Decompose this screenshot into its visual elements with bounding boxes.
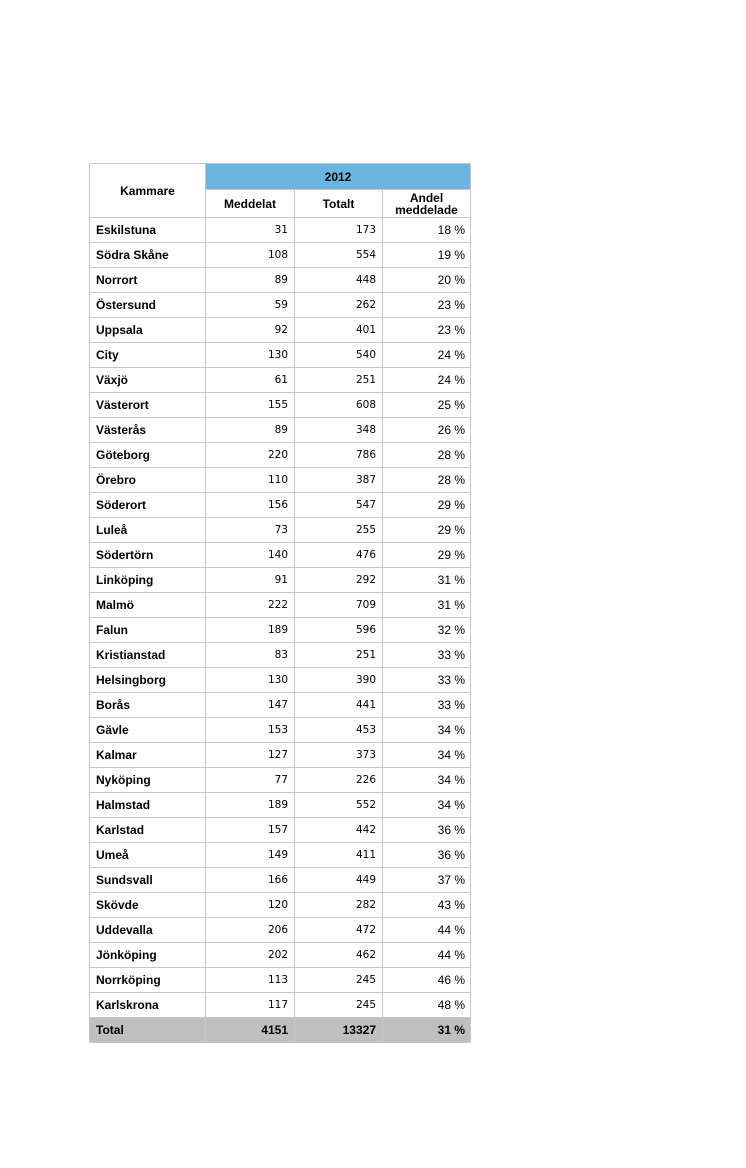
- row-name: Västerort: [90, 393, 206, 418]
- row-totalt: 709: [295, 593, 383, 618]
- row-andel: 20 %: [383, 268, 471, 293]
- row-name: Linköping: [90, 568, 206, 593]
- row-meddelat: 153: [206, 718, 295, 743]
- row-meddelat: 127: [206, 743, 295, 768]
- table-row: [90, 693, 471, 718]
- row-name: Skövde: [90, 893, 206, 918]
- total-meddelat: 4151: [206, 1018, 295, 1043]
- row-meddelat: 140: [206, 543, 295, 568]
- row-totalt: 292: [295, 568, 383, 593]
- row-name: Umeå: [90, 843, 206, 868]
- row-andel: 29 %: [383, 518, 471, 543]
- total-label: Total: [90, 1018, 206, 1043]
- row-totalt: 255: [295, 518, 383, 543]
- table-row: [90, 818, 471, 843]
- table-row: [90, 543, 471, 568]
- row-andel: 26 %: [383, 418, 471, 443]
- row-meddelat: 113: [206, 968, 295, 993]
- row-andel: 28 %: [383, 443, 471, 468]
- row-name: Sundsvall: [90, 868, 206, 893]
- row-andel: 44 %: [383, 918, 471, 943]
- table-row: [90, 918, 471, 943]
- row-name: Helsingborg: [90, 668, 206, 693]
- table-row: [90, 718, 471, 743]
- row-andel: 36 %: [383, 843, 471, 868]
- row-meddelat: 206: [206, 918, 295, 943]
- row-andel: 28 %: [383, 468, 471, 493]
- row-totalt: 173: [295, 218, 383, 243]
- row-totalt: 387: [295, 468, 383, 493]
- row-meddelat: 91: [206, 568, 295, 593]
- row-meddelat: 149: [206, 843, 295, 868]
- table-row: [90, 843, 471, 868]
- table-row: [90, 868, 471, 893]
- total-row: [90, 1018, 471, 1043]
- row-meddelat: 89: [206, 268, 295, 293]
- row-meddelat: 92: [206, 318, 295, 343]
- table-row: [90, 343, 471, 368]
- row-meddelat: 59: [206, 293, 295, 318]
- table-row: [90, 793, 471, 818]
- row-name: Västerås: [90, 418, 206, 443]
- row-name: Luleå: [90, 518, 206, 543]
- row-name: Malmö: [90, 593, 206, 618]
- table-row: [90, 393, 471, 418]
- row-name: Göteborg: [90, 443, 206, 468]
- row-totalt: 540: [295, 343, 383, 368]
- table-row: [90, 993, 471, 1018]
- table-row: [90, 568, 471, 593]
- row-totalt: 596: [295, 618, 383, 643]
- row-name: Söderort: [90, 493, 206, 518]
- row-andel: 23 %: [383, 293, 471, 318]
- row-andel: 43 %: [383, 893, 471, 918]
- table-row: [90, 518, 471, 543]
- kammare-header: Kammare: [90, 164, 206, 218]
- table-row: [90, 968, 471, 993]
- row-totalt: 245: [295, 968, 383, 993]
- row-andel: 48 %: [383, 993, 471, 1018]
- row-andel: 23 %: [383, 318, 471, 343]
- table-row: [90, 893, 471, 918]
- row-meddelat: 222: [206, 593, 295, 618]
- table-row: [90, 593, 471, 618]
- row-andel: 24 %: [383, 343, 471, 368]
- row-name: Karlstad: [90, 818, 206, 843]
- row-meddelat: 83: [206, 643, 295, 668]
- row-name: Uppsala: [90, 318, 206, 343]
- row-name: Nyköping: [90, 768, 206, 793]
- row-andel: 36 %: [383, 818, 471, 843]
- row-andel: 34 %: [383, 743, 471, 768]
- row-meddelat: 77: [206, 768, 295, 793]
- row-andel: 37 %: [383, 868, 471, 893]
- row-andel: 18 %: [383, 218, 471, 243]
- row-name: Eskilstuna: [90, 218, 206, 243]
- row-totalt: 441: [295, 693, 383, 718]
- row-totalt: 786: [295, 443, 383, 468]
- row-name: Östersund: [90, 293, 206, 318]
- row-meddelat: 189: [206, 793, 295, 818]
- row-andel: 33 %: [383, 693, 471, 718]
- total-andel: 31 %: [383, 1018, 471, 1043]
- row-meddelat: 157: [206, 818, 295, 843]
- meddelat-header: Meddelat: [206, 190, 295, 218]
- row-totalt: 251: [295, 368, 383, 393]
- row-meddelat: 61: [206, 368, 295, 393]
- total-totalt: 13327: [295, 1018, 383, 1043]
- row-andel: 29 %: [383, 493, 471, 518]
- row-name: Borås: [90, 693, 206, 718]
- row-andel: 25 %: [383, 393, 471, 418]
- row-andel: 31 %: [383, 593, 471, 618]
- row-andel: 32 %: [383, 618, 471, 643]
- row-totalt: 245: [295, 993, 383, 1018]
- row-name: Södertörn: [90, 543, 206, 568]
- row-andel: 33 %: [383, 668, 471, 693]
- table-row: [90, 618, 471, 643]
- row-name: Karlskrona: [90, 993, 206, 1018]
- row-totalt: 449: [295, 868, 383, 893]
- row-meddelat: 73: [206, 518, 295, 543]
- row-meddelat: 166: [206, 868, 295, 893]
- row-meddelat: 130: [206, 668, 295, 693]
- table-row: [90, 293, 471, 318]
- row-totalt: 262: [295, 293, 383, 318]
- row-name: Jönköping: [90, 943, 206, 968]
- row-totalt: 251: [295, 643, 383, 668]
- row-name: Växjö: [90, 368, 206, 393]
- table-row: [90, 943, 471, 968]
- row-name: City: [90, 343, 206, 368]
- table-row: [90, 743, 471, 768]
- table-body: [90, 218, 471, 1018]
- table-row: [90, 643, 471, 668]
- row-totalt: 282: [295, 893, 383, 918]
- table-row: [90, 268, 471, 293]
- row-totalt: 453: [295, 718, 383, 743]
- row-totalt: 554: [295, 243, 383, 268]
- row-totalt: 552: [295, 793, 383, 818]
- andel-header: Andel meddelade: [383, 190, 471, 218]
- row-totalt: 547: [295, 493, 383, 518]
- totalt-header: Totalt: [295, 190, 383, 218]
- table-row: [90, 768, 471, 793]
- table-row: [90, 418, 471, 443]
- row-name: Gävle: [90, 718, 206, 743]
- row-andel: 19 %: [383, 243, 471, 268]
- row-meddelat: 110: [206, 468, 295, 493]
- row-totalt: 348: [295, 418, 383, 443]
- row-andel: 34 %: [383, 768, 471, 793]
- row-andel: 44 %: [383, 943, 471, 968]
- table-row: [90, 493, 471, 518]
- table-row: [90, 443, 471, 468]
- row-totalt: 476: [295, 543, 383, 568]
- year-header: 2012: [206, 164, 471, 190]
- row-andel: 34 %: [383, 793, 471, 818]
- row-andel: 31 %: [383, 568, 471, 593]
- row-meddelat: 108: [206, 243, 295, 268]
- data-table: [89, 163, 471, 1043]
- row-totalt: 472: [295, 918, 383, 943]
- row-totalt: 442: [295, 818, 383, 843]
- row-name: Kalmar: [90, 743, 206, 768]
- row-meddelat: 120: [206, 893, 295, 918]
- row-meddelat: 155: [206, 393, 295, 418]
- row-meddelat: 130: [206, 343, 295, 368]
- row-meddelat: 31: [206, 218, 295, 243]
- row-totalt: 462: [295, 943, 383, 968]
- row-name: Norrort: [90, 268, 206, 293]
- row-name: Uddevalla: [90, 918, 206, 943]
- table-row: [90, 318, 471, 343]
- row-andel: 33 %: [383, 643, 471, 668]
- table-row: [90, 218, 471, 243]
- table-row: [90, 368, 471, 393]
- row-name: Södra Skåne: [90, 243, 206, 268]
- row-totalt: 448: [295, 268, 383, 293]
- row-totalt: 373: [295, 743, 383, 768]
- row-totalt: 401: [295, 318, 383, 343]
- table-row: [90, 243, 471, 268]
- row-name: Norrköping: [90, 968, 206, 993]
- row-totalt: 411: [295, 843, 383, 868]
- row-totalt: 608: [295, 393, 383, 418]
- row-meddelat: 220: [206, 443, 295, 468]
- row-name: Falun: [90, 618, 206, 643]
- row-name: Halmstad: [90, 793, 206, 818]
- row-totalt: 390: [295, 668, 383, 693]
- row-andel: 29 %: [383, 543, 471, 568]
- row-totalt: 226: [295, 768, 383, 793]
- row-meddelat: 147: [206, 693, 295, 718]
- row-meddelat: 156: [206, 493, 295, 518]
- row-name: Örebro: [90, 468, 206, 493]
- row-andel: 34 %: [383, 718, 471, 743]
- row-meddelat: 89: [206, 418, 295, 443]
- table-row: [90, 668, 471, 693]
- row-andel: 46 %: [383, 968, 471, 993]
- row-meddelat: 117: [206, 993, 295, 1018]
- table-row: [90, 468, 471, 493]
- row-meddelat: 189: [206, 618, 295, 643]
- row-meddelat: 202: [206, 943, 295, 968]
- row-name: Kristianstad: [90, 643, 206, 668]
- row-andel: 24 %: [383, 368, 471, 393]
